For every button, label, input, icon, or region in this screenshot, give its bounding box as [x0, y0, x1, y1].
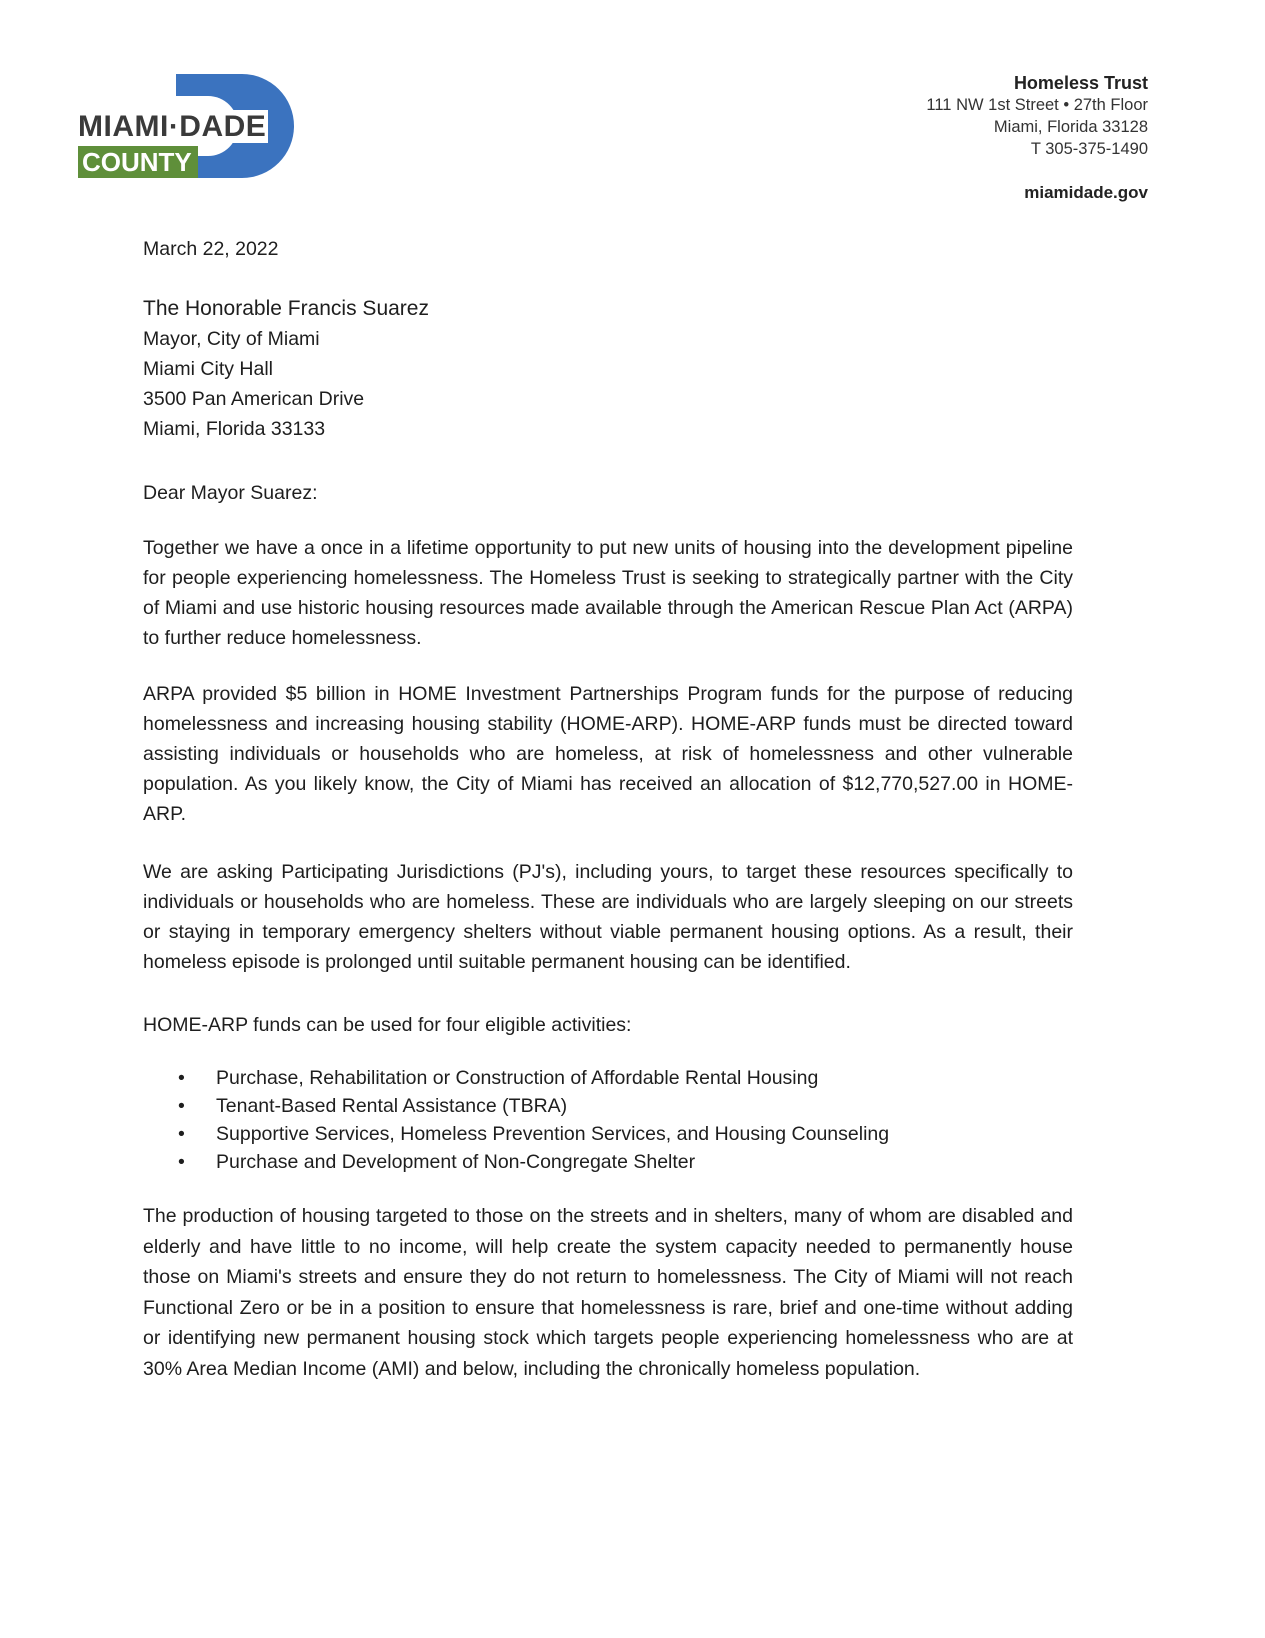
website-link[interactable]: miamidade.gov	[1024, 183, 1148, 202]
letter-date: March 22, 2022	[143, 238, 279, 260]
paragraph-1: Together we have a once in a lifetime opportunity to put new units of housing into the development pipeline for people experiencing homelessness. The Homeless Trust is seeking to strategically partner with the City of Miami and use historic housing resources made available through the American Rescue Plan Act (ARPA) to further reduce homelessness.	[143, 537, 1073, 649]
address-line-1: 111 NW 1st Street • 27th Floor	[926, 96, 1148, 114]
list-item: • Supportive Services, Homeless Prevention Services, and Housing Counseling	[178, 1120, 1078, 1148]
list-item: • Purchase and Development of Non-Congregate Shelter	[178, 1148, 1078, 1176]
recipient-title: Mayor, City of Miami	[143, 328, 320, 350]
paragraph-3: We are asking Participating Jurisdictions (PJ's), including yours, to target these resources specifically to individuals or households who are homeless. These are individuals who are largely sleeping on our streets or staying in temporary emergency shelters without viable permanent housing options. As a result, their homeless episode is prolonged until suitable permanent housing can be identified.	[143, 861, 1073, 973]
list-item: • Tenant-Based Rental Assistance (TBRA)	[178, 1092, 1078, 1120]
logo-wordmark-miami-dade: MIAMI·DADE	[78, 110, 267, 143]
bullet-icon: •	[178, 1095, 185, 1117]
eligible-activities-list	[178, 1064, 1078, 1176]
paragraph-2: ARPA provided $5 billion in HOME Investment Partnerships Program funds for the purpose of reducing homelessness and increasing housing stability (HOME-ARP). HOME-ARP funds must be directed toward assisting individuals or households who are homeless, at risk of homelessness and other vulnerable population. As you likely know, the City of Miami has received an allocation of $12,770,527.00 in HOME-ARP.	[143, 683, 1073, 825]
paragraph-4: HOME-ARP funds can be used for four eligible activities:	[143, 1014, 632, 1036]
list-item: • Purchase, Rehabilitation or Construction of Affordable Rental Housing	[178, 1064, 1078, 1092]
bullet-icon: •	[178, 1151, 185, 1173]
recipient-city: Miami, Florida 33133	[143, 418, 326, 440]
logo-wordmark-county: COUNTY	[78, 146, 198, 178]
org-name: Homeless Trust	[1013, 73, 1148, 93]
miami-dade-county-logo	[78, 74, 298, 180]
address-line-2: Miami, Florida 33128	[993, 118, 1148, 136]
bullet-icon: •	[178, 1123, 185, 1145]
recipient-name: The Honorable Francis Suarez	[143, 297, 429, 320]
recipient-office: Miami City Hall	[143, 358, 274, 380]
recipient-street: 3500 Pan American Drive	[143, 388, 365, 410]
paragraph-5: The production of housing targeted to those on the streets and in shelters, many of whom are disabled and elderly and have little to no income, will help create the system capacity needed to permanently house those on Miami's streets and ensure they do not return to homelessness. The City of Miami will not reach Functional Zero or be in a position to ensure that homelessness is rare, brief and one-time without adding or identifying new permanent housing stock which targets people experiencing homelessness who are at 30% Area Median Income (AMI) and below, including the chronically homeless population.	[143, 1205, 1073, 1380]
letterhead-address	[926, 72, 1148, 204]
phone-number: T 305-375-1490	[1030, 140, 1148, 158]
salutation: Dear Mayor Suarez:	[143, 482, 318, 504]
recipient-block	[143, 294, 1073, 444]
bullet-icon: •	[178, 1067, 185, 1089]
